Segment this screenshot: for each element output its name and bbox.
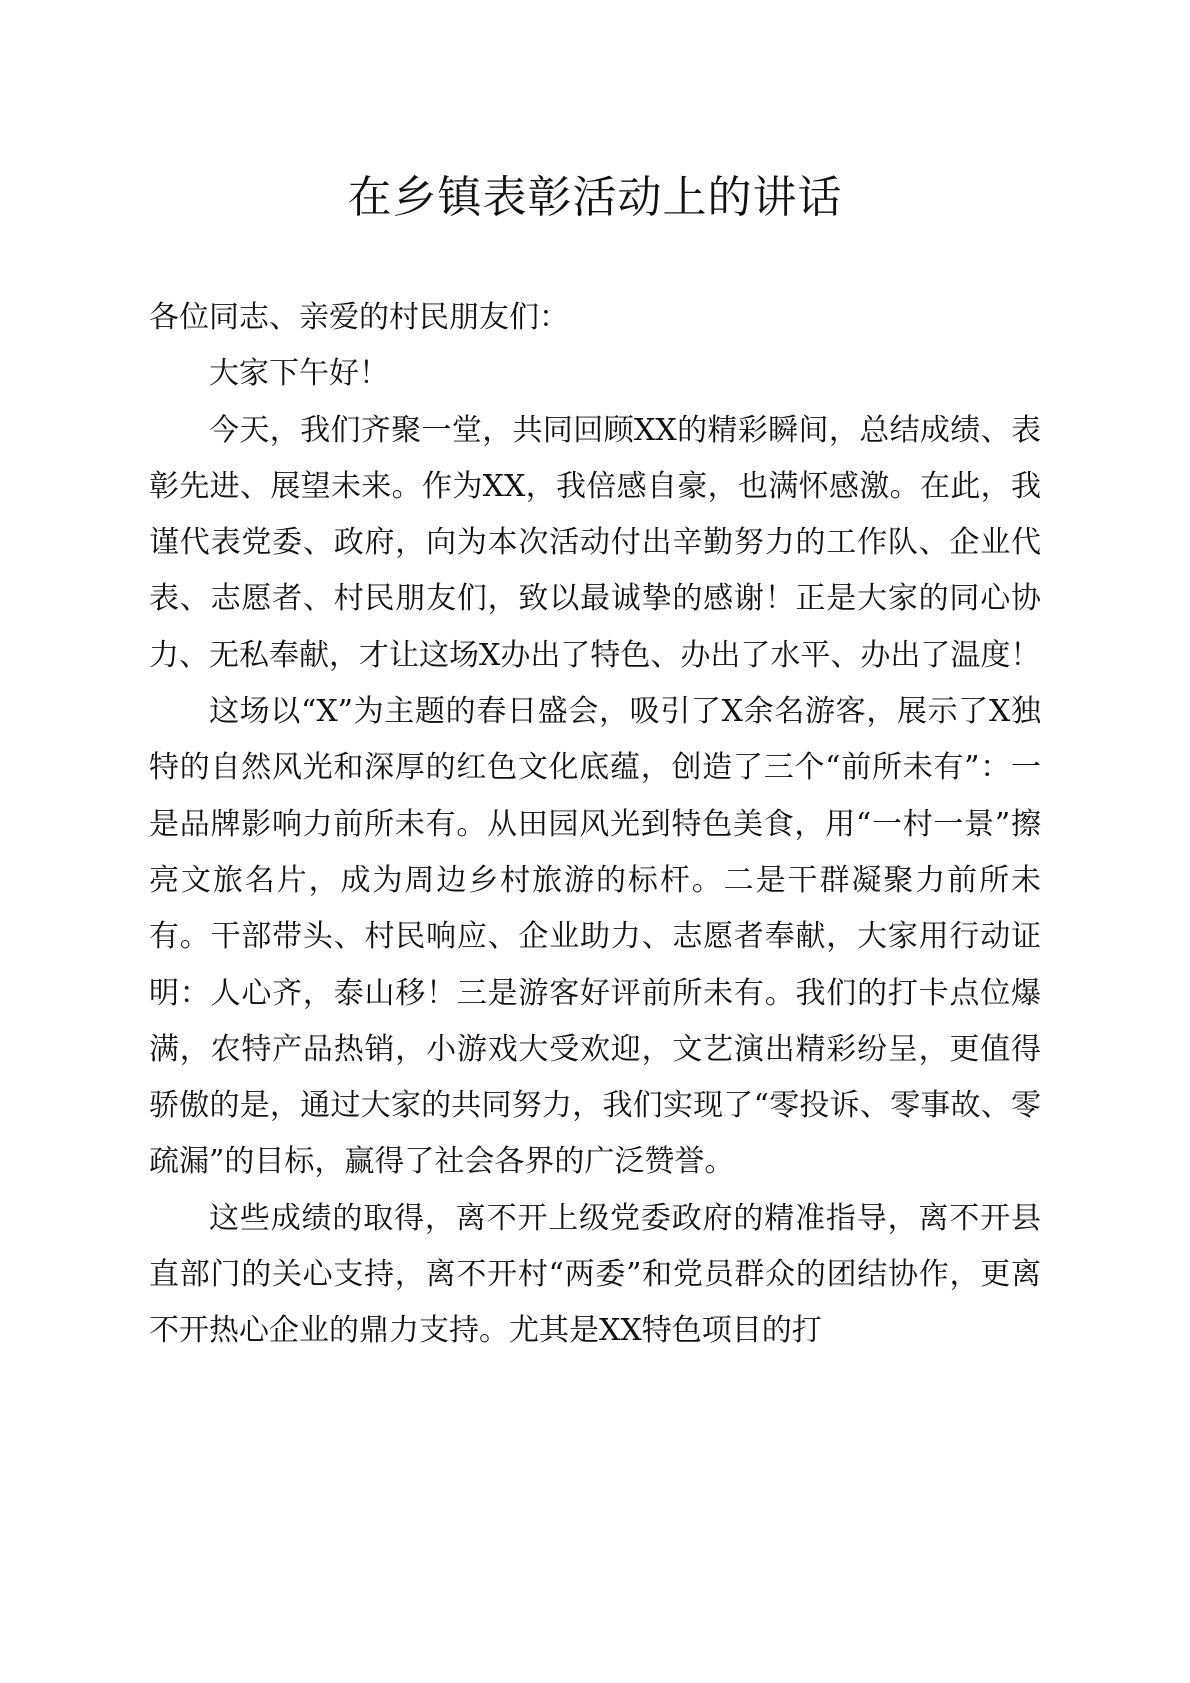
paragraph-thanks: 今天，我们齐聚一堂，共同回顾XX的精彩瞬间，总结成绩、表彰先进、展望未来。作为XX，我倍感自豪，也满怀感激。在此，我谨代表党委、政府，向为本次活动付出辛勤努力的工作队、企业代表、志愿者、村民朋友们，致以最诚挚的感谢！正是大家的同心协力、无私奉献，才让这场X办出了特色、办出了水平、办出了温度！ [149,412,1041,673]
paragraph-achievements: 这场以“X”为主题的春日盛会，吸引了X余名游客，展示了X独特的自然风光和深厚的红色文化底蕴，创造了三个“前所未有”：一是品牌影响力前所未有。从田园风光到特色美食，用“一村一景”擦亮文旅名片，成为周边乡村旅游的标杆。二是干群凝聚力前所未有。干部带头、村民响应、企业助力、志愿者奉献，大家用行动证明：人心齐，泰山移！三是游客好评前所未有。我们的打卡点位爆满，农特产品热销，小游戏大受欢迎，文艺演出精彩纷呈，更值得骄傲的是，通过大家的共同努力，我们实现了“零投诉、零事故、零疏漏”的目标，赢得了社会各界的广泛赞誉。 [149,694,1041,1180]
document-title: 在乡镇表彰活动上的讲话 [347,172,843,223]
paragraph-acknowledgements: 这些成绩的取得，离不开上级党委政府的精准指导，离不开县直部门的关心支持，离不开村“两委”和党员群众的团结协作，更离不开热心企业的鼎力支持。尤其是XX特色项目的打 [149,1200,1041,1349]
paragraph-greeting: 大家下午好！ [209,356,389,392]
document-body [149,290,1041,1360]
salutation: 各位同志、亲爱的村民朋友们： [149,300,569,335]
